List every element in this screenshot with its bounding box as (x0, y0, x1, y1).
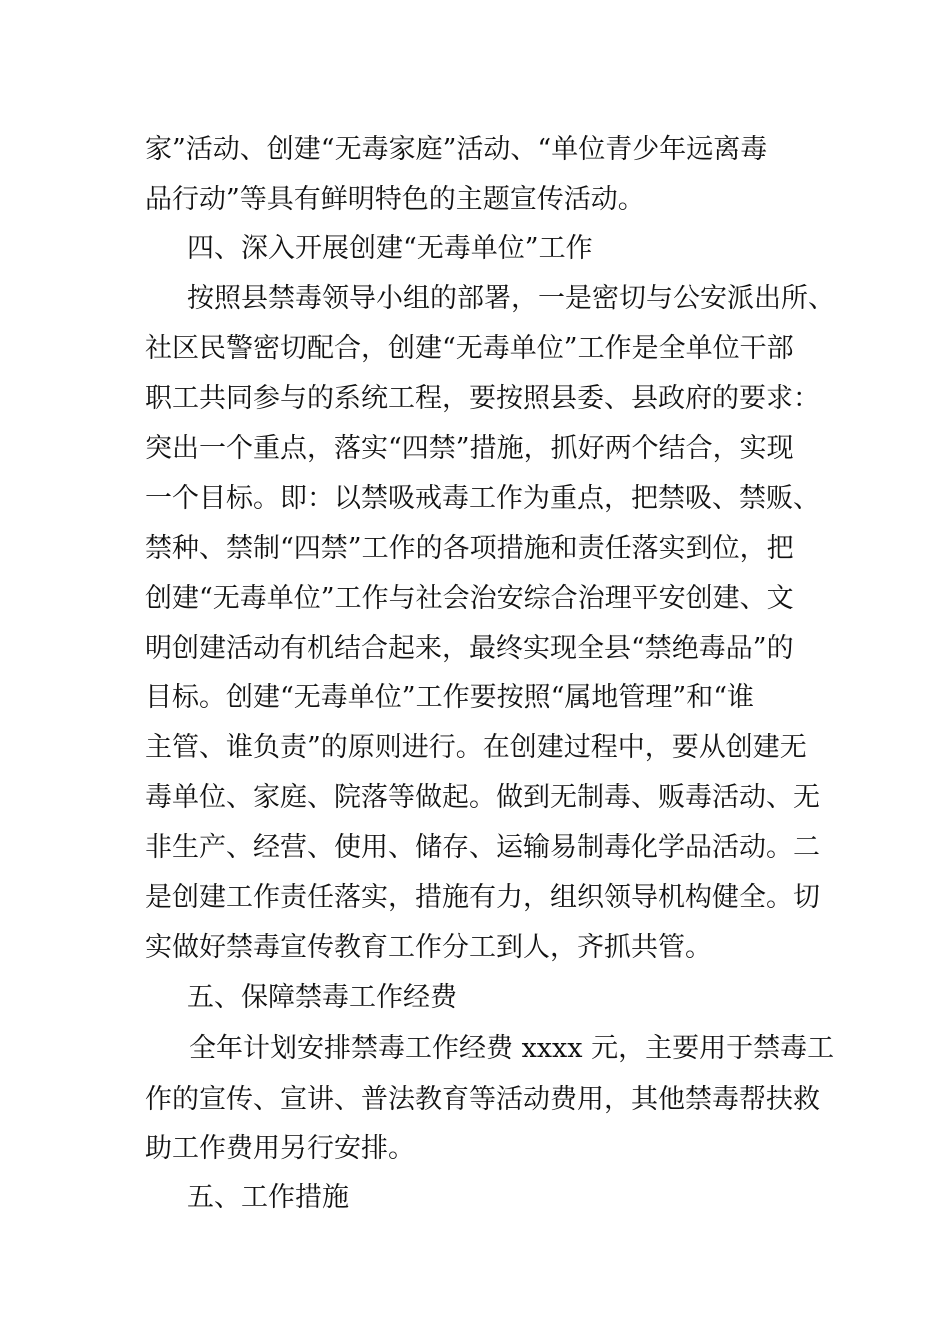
text-line: 毒单位、家庭、院落等做起。做到无制毒、贩毒活动、无 (145, 782, 820, 813)
text-line: 社区民警密切配合，创建“无毒单位”工作是全单位干部 (145, 333, 794, 364)
text-line: 全年计划安排禁毒工作经费 xxxx 元，主要用于禁毒工 (189, 1033, 835, 1064)
text-line: 家”活动、创建“无毒家庭”活动、“单位青少年远离毒 (145, 134, 768, 165)
text-line: 职工共同参与的系统工程，要按照县委、县政府的要求： (145, 383, 820, 414)
text-line: 助工作费用另行安排。 (145, 1133, 415, 1164)
text-line: 实做好禁毒宣传教育工作分工到人，齐抓共管。 (145, 932, 712, 963)
text-line: 创建“无毒单位”工作与社会治安综合治理平安创建、文 (145, 583, 794, 614)
text-line: 品行动”等具有鲜明特色的主题宣传活动。 (145, 184, 645, 215)
text-line: 按照县禁毒领导小组的部署，一是密切与公安派出所、 (187, 283, 835, 314)
text-line: 是创建工作责任落实，措施有力，组织领导机构健全。切 (145, 882, 820, 913)
text-line: 非生产、经营、使用、储存、运输易制毒化学品活动。二 (145, 832, 820, 863)
text-line: 主管、谁负责”的原则进行。在创建过程中，要从创建无 (145, 732, 807, 763)
text-line: 突出一个重点，落实“四禁”措施，抓好两个结合，实现 (145, 433, 794, 464)
text-line: 一个目标。即：以禁吸戒毒工作为重点，把禁吸、禁贩、 (145, 483, 820, 514)
text-line: 作的宣传、宣讲、普法教育等活动费用，其他禁毒帮扶救 (145, 1084, 820, 1115)
text-line: 明创建活动有机结合起来，最终实现全县“禁绝毒品”的 (145, 633, 794, 664)
section-heading: 五、工作措施 (187, 1182, 349, 1213)
text-line: 目标。创建“无毒单位”工作要按照“属地管理”和“谁 (145, 682, 755, 713)
section-heading: 四、深入开展创建“无毒单位”工作 (187, 233, 593, 264)
section-heading: 五、保障禁毒工作经费 (187, 982, 457, 1013)
text-line: 禁种、禁制“四禁”工作的各项措施和责任落实到位，把 (145, 533, 794, 564)
